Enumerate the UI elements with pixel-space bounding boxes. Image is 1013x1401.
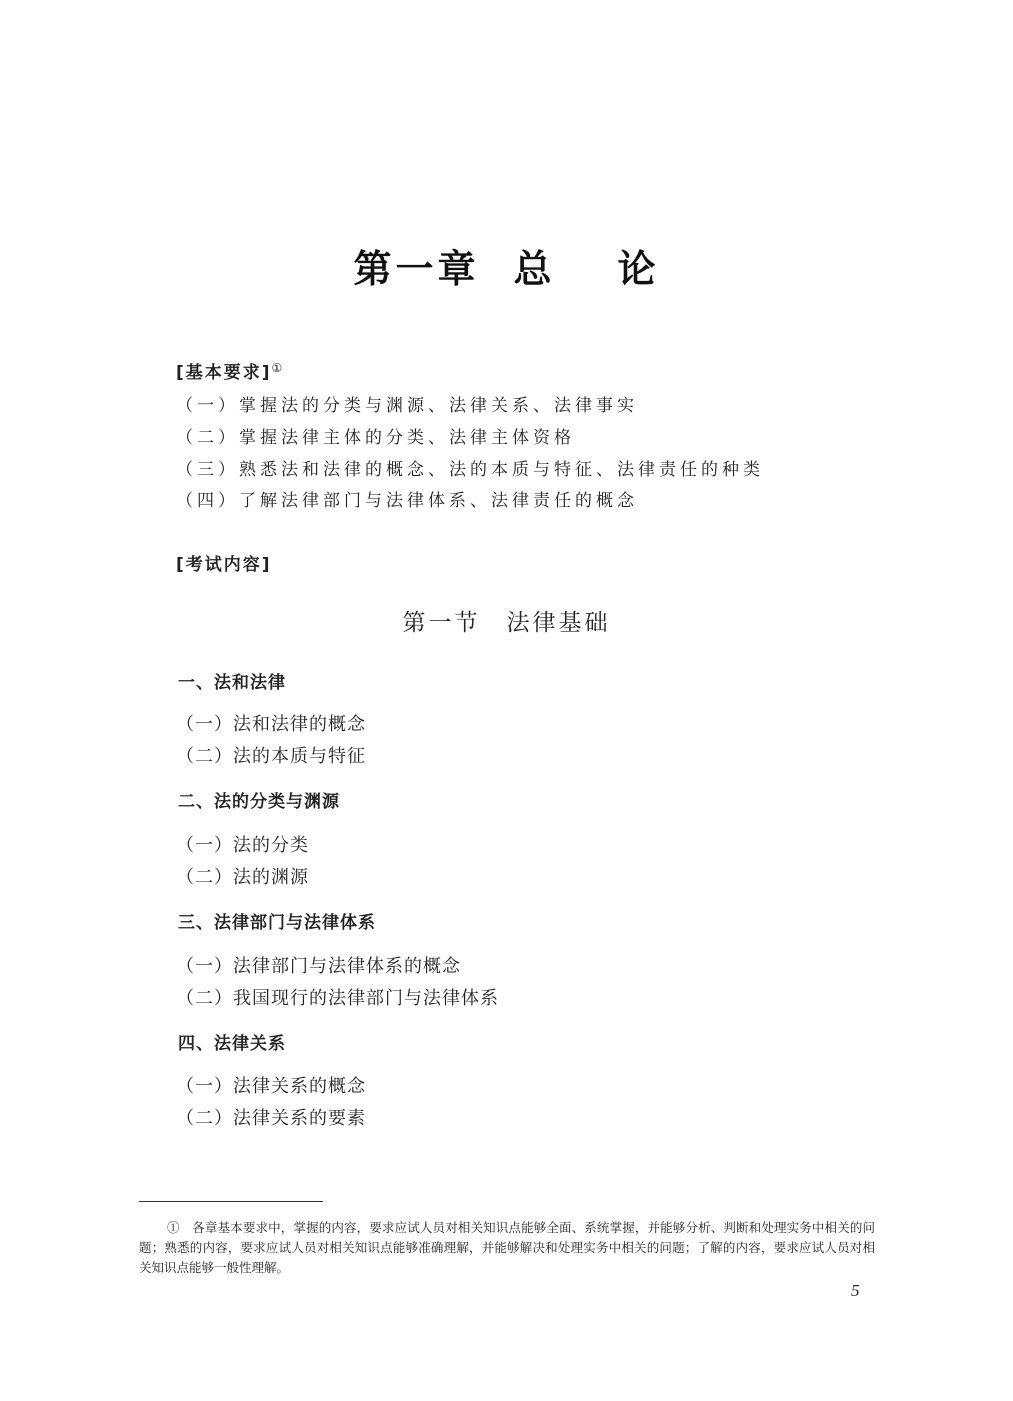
topic-heading: 三、法律部门与法律体系	[178, 913, 376, 933]
chapter-title	[0, 238, 1013, 293]
requirement-item: （四）了解法律部门与法律体系、法律责任的概念	[176, 491, 638, 511]
requirement-item: （二）掌握法律主体的分类、法律主体资格	[176, 428, 575, 448]
topic-heading: 四、法律关系	[178, 1034, 286, 1054]
chapter-title-char-1: 总	[513, 247, 556, 291]
section-number: 第一节	[402, 610, 481, 636]
topic-subitem: （二）我国现行的法律部门与法律体系	[176, 988, 499, 1009]
chapter-title-char-2: 论	[617, 247, 660, 291]
footnote-text: ① 各章基本要求中，掌握的内容，要求应试人员对相关知识点能够全面、系统掌握，并能够分析、判断和处理实务中相关的问题；熟悉的内容，要求应试人员对相关知识点能够准确理解，并能够解决和处理实务中相关的问题；了解的内容，要求应试人员对相关知识点能够一般性理解。	[139, 1220, 875, 1275]
topic-heading: 二、法的分类与渊源	[178, 792, 340, 812]
footnote-marker: ①	[271, 361, 283, 375]
requirement-item: （三）熟悉法和法律的概念、法的本质与特征、法律责任的种类	[176, 460, 764, 480]
section-name: 法律基础	[506, 610, 611, 636]
topic-subitem: （一）法律关系的概念	[176, 1076, 366, 1097]
topic-subitem: （二）法律关系的要素	[176, 1108, 366, 1129]
basic-requirements-heading	[176, 358, 282, 383]
basic-requirements-label: [基本要求]	[176, 363, 272, 383]
chapter-number: 第一章	[353, 247, 480, 291]
topic-subitem: （一）法的分类	[176, 835, 309, 856]
topic-subitem: （一）法律部门与法律体系的概念	[176, 956, 461, 977]
topic-heading: 一、法和法律	[178, 673, 286, 693]
footnote-divider	[139, 1201, 323, 1202]
topic-subitem: （二）法的渊源	[176, 867, 309, 888]
section-title	[0, 604, 1013, 637]
exam-content-heading: [考试内容]	[176, 555, 272, 575]
topic-subitem: （二）法的本质与特征	[176, 746, 366, 767]
page-number: 5	[851, 1281, 860, 1300]
topic-subitem: （一）法和法律的概念	[176, 714, 366, 735]
requirement-item: （一）掌握法的分类与渊源、法律关系、法律事实	[176, 396, 638, 416]
